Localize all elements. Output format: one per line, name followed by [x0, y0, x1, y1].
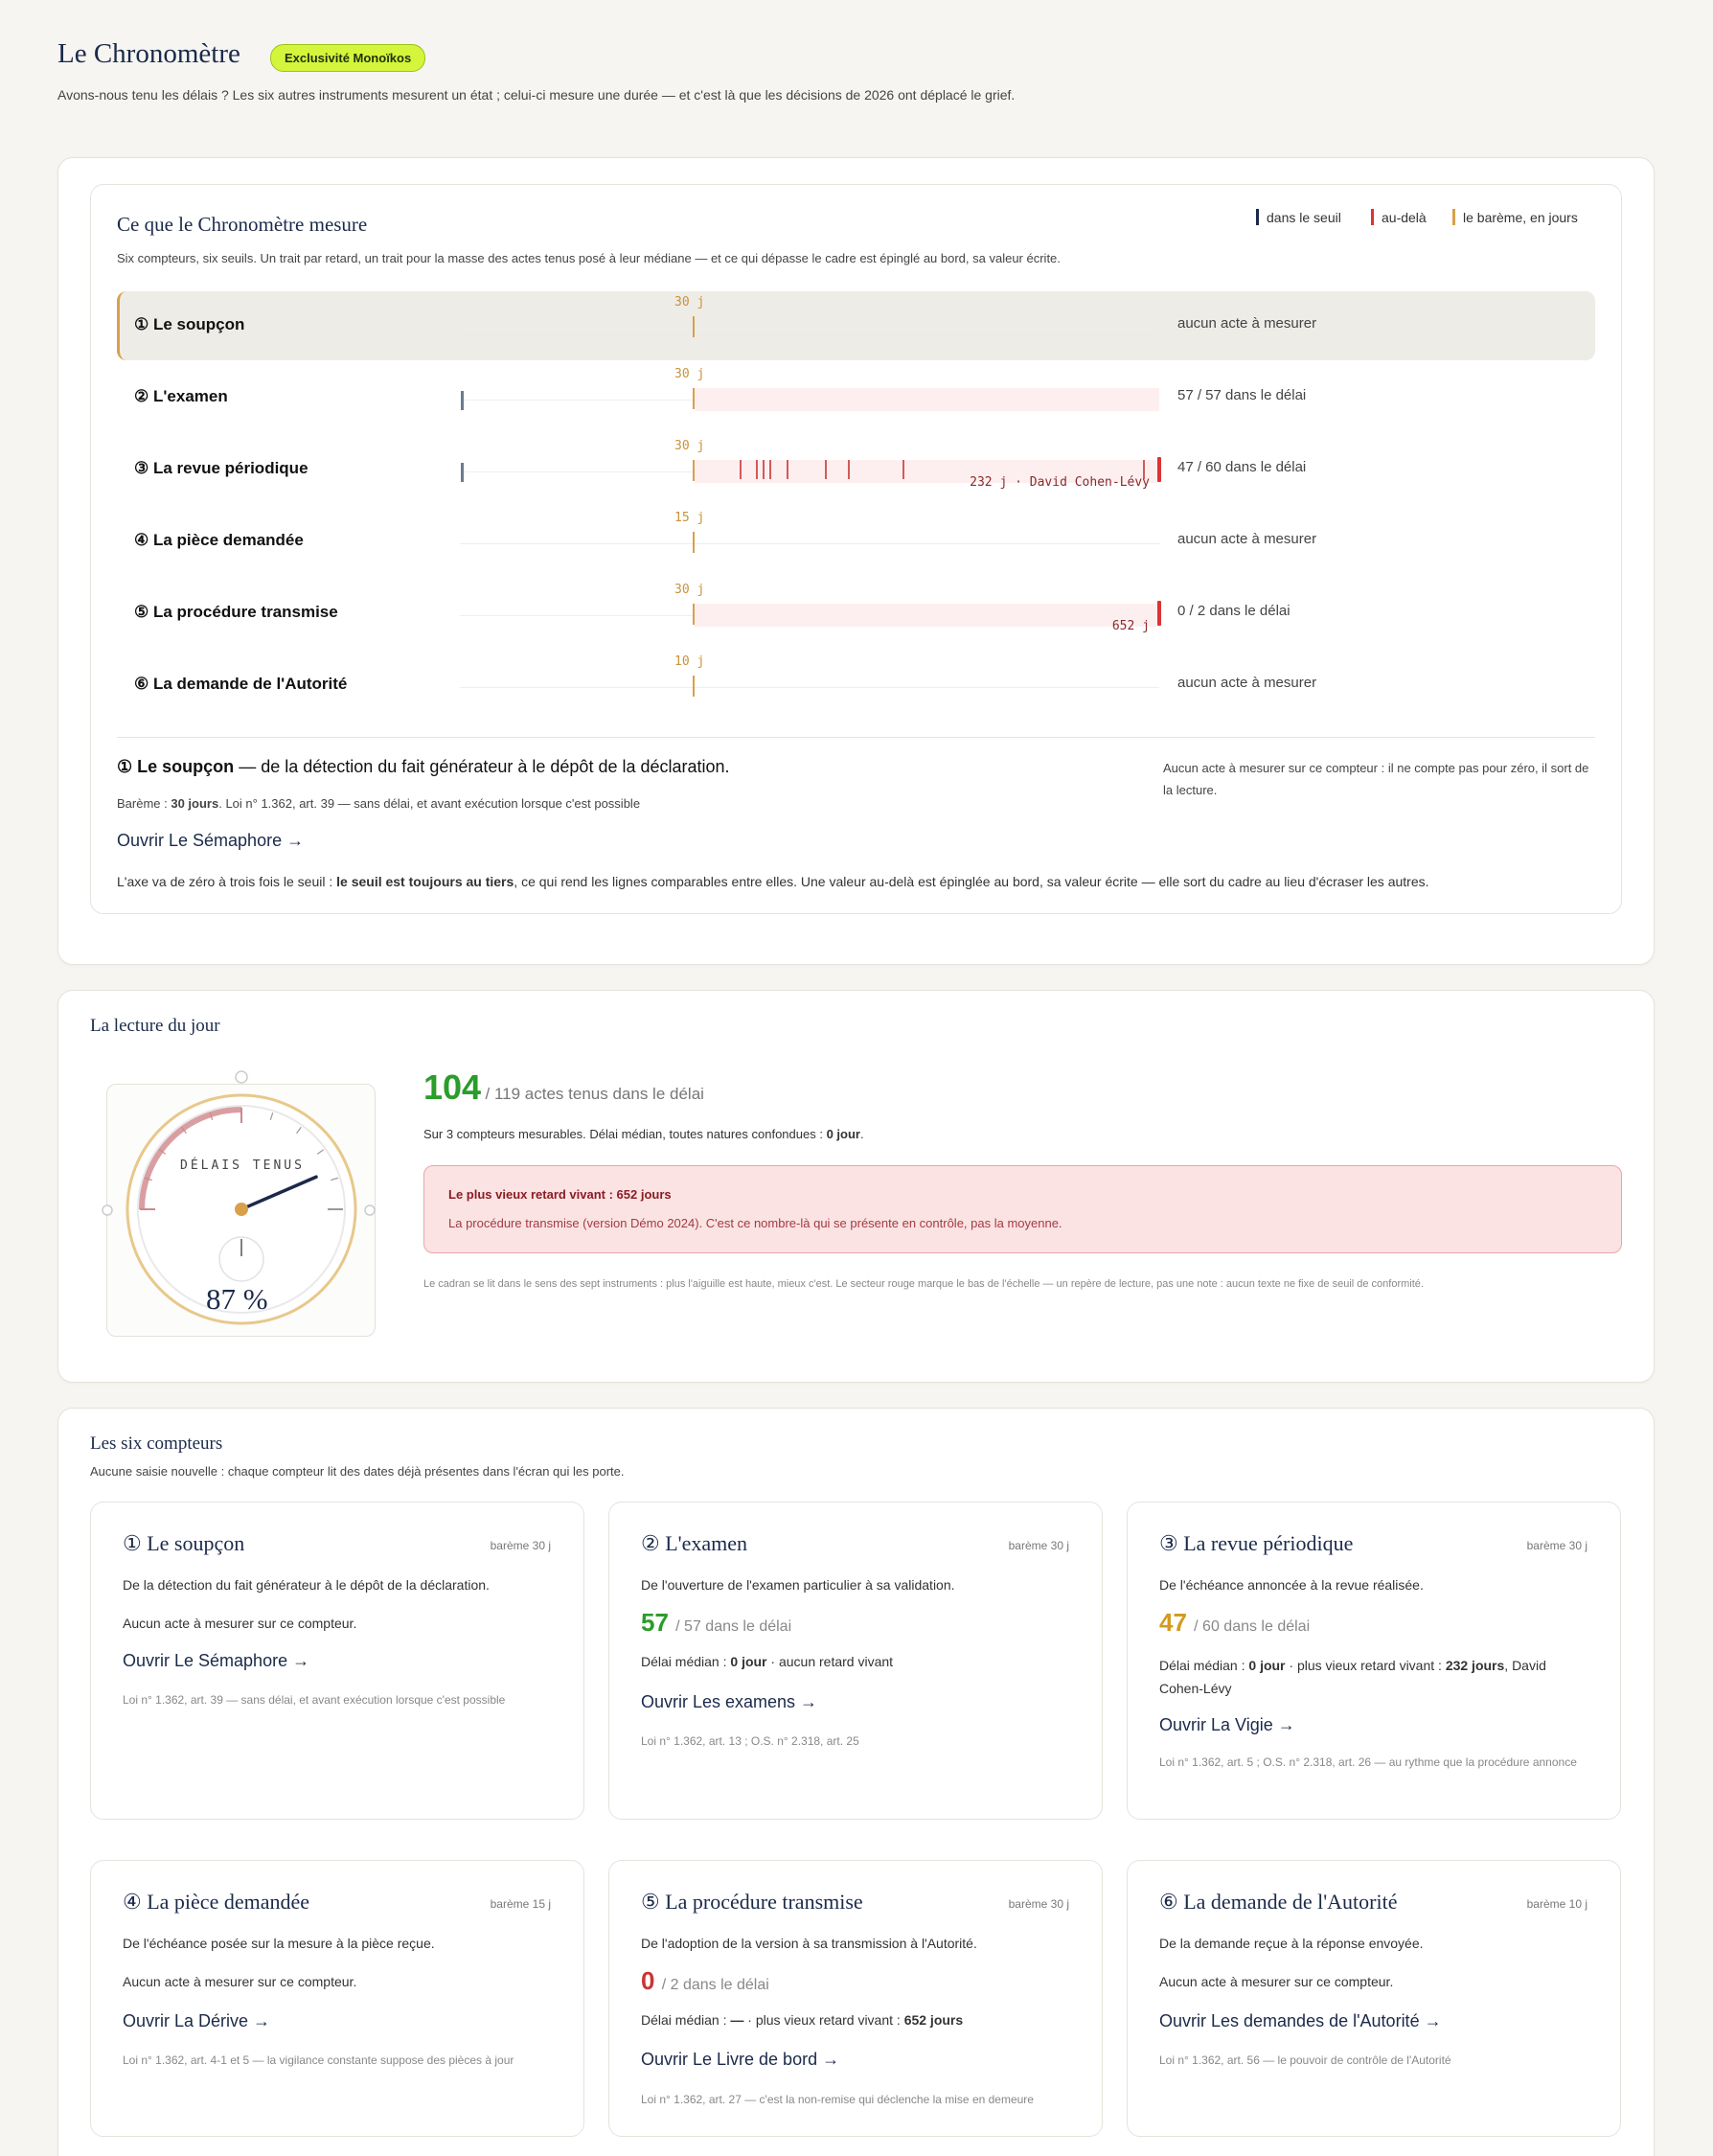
counter-card-soupcon [90, 1502, 584, 1820]
open-semaphore-link[interactable]: Ouvrir Le Sémaphore → [123, 1651, 310, 1670]
oldest-delay-alert [423, 1165, 1622, 1253]
row-threshold-marker [693, 676, 695, 697]
counter-card-examen [608, 1502, 1103, 1820]
row-label: ② L'examen [134, 387, 228, 405]
counter-bareme: barème 30 j [1008, 1539, 1069, 1552]
row-late-tick [825, 460, 827, 479]
alert-text: La procédure transmise (version Démo 2024). C'est ce nombre-là qui se présente en contrôle, pas la moyenne. [448, 1216, 1062, 1230]
row-threshold-marker [693, 388, 695, 409]
row-status: 0 / 2 dans le délai [1177, 603, 1290, 619]
row-late-tick [763, 460, 765, 479]
row-late-tick [756, 460, 758, 479]
axis-footnote: L'axe va de zéro à trois fois le seuil : le seuil est toujours au tiers, ce qui rend les lignes comparables entre elles. Une valeur au-delà est épinglée au bord, sa valeur écrite — elle sort du cadre au lieu d'écraser les autres. [117, 874, 1429, 889]
reading-summary: Sur 3 compteurs mesurables. Délai médian, toutes natures confondues : 0 jour. [423, 1127, 864, 1141]
counter-desc: De l'ouverture de l'examen particulier à sa validation. [641, 1577, 955, 1593]
counter-law: Loi n° 1.362, art. 13 ; O.S. n° 2.318, art. 25 [641, 1734, 859, 1748]
counter-bareme: barème 30 j [1008, 1897, 1069, 1911]
row-threshold-label: 30 j [674, 295, 705, 310]
counter-desc: De la détection du fait générateur à le dépôt de la déclaration. [123, 1577, 490, 1593]
row-threshold-label: 30 j [674, 367, 705, 381]
page-title: Le Chronomètre [57, 38, 240, 69]
legend-beyond: au-delà [1371, 209, 1427, 225]
row-status: aucun acte à mesurer [1177, 531, 1317, 547]
row-threshold-label: 10 j [674, 654, 705, 669]
dial-percent: 87 % [206, 1282, 268, 1316]
counter-card-piece [90, 1860, 584, 2137]
detail-bareme: Barème : 30 jours. Loi n° 1.362, art. 39 — sans délai, et avant exécution lorsque c'est possible [117, 796, 641, 811]
counter-desc: De l'échéance annoncée à la revue réalisée. [1159, 1577, 1424, 1593]
row-late-tick [848, 460, 850, 479]
counters-title: Les six compteurs [90, 1434, 223, 1454]
measure-subtitle: Six compteurs, six seuils. Un trait par retard, un trait pour la masse des actes tenus posé à leur médiane — et ce qui dépasse le cadre est épinglé au bord, sa valeur écrite. [117, 251, 1061, 265]
counter-median: Délai médian : 0 jour · aucun retard vivant [641, 1654, 894, 1669]
row-status: aucun acte à mesurer [1177, 675, 1317, 691]
row-label: ③ La revue périodique [134, 459, 308, 477]
row-median-tick [461, 391, 464, 410]
exclusive-badge: Exclusivité Monoïkos [270, 44, 425, 72]
counter-law: Loi n° 1.362, art. 27 — c'est la non-remise qui déclenche la mise en demeure [641, 2093, 1034, 2106]
open-derive-link[interactable]: Ouvrir La Dérive → [123, 2011, 271, 2030]
row-threshold-marker [693, 604, 695, 625]
row-label: ⑤ La procédure transmise [134, 603, 338, 621]
row-late-tick [902, 460, 904, 479]
row-overflow-zone [695, 604, 1159, 627]
counter-empty: Aucun acte à mesurer sur ce compteur. [123, 1616, 357, 1631]
counters-subtitle: Aucune saisie nouvelle : chaque compteur lit des dates déjà présentes dans l'écran qui les porte. [90, 1464, 625, 1479]
counter-title: ① Le soupçon [123, 1531, 245, 1555]
row-threshold-label: 15 j [674, 511, 705, 525]
row-pinned-marker [1157, 457, 1161, 482]
counter-bareme: barème 10 j [1526, 1897, 1587, 1911]
alert-title: Le plus vieux retard vivant : 652 jours [448, 1187, 672, 1202]
row-late-tick [787, 460, 788, 479]
counter-title: ④ La pièce demandée [123, 1890, 310, 1914]
row-pinned-label: 232 j · David Cohen-Lévy [970, 475, 1150, 490]
counter-desc: De la demande reçue à la réponse envoyée. [1159, 1936, 1424, 1951]
row-threshold-label: 30 j [674, 439, 705, 453]
counter-bareme: barème 15 j [490, 1897, 551, 1911]
counter-card-revue [1127, 1502, 1621, 1820]
counter-bareme: barème 30 j [1526, 1539, 1587, 1552]
counter-median: Délai médian : — · plus vieux retard vivant : 652 jours [641, 2012, 964, 2028]
counter-title: ⑥ La demande de l'Autorité [1159, 1890, 1398, 1914]
counter-median: Délai médian : 0 jour · plus vieux retard vivant : 232 jours, David Cohen-Lévy [1159, 1658, 1546, 1696]
counter-card-procedure [608, 1860, 1103, 2137]
counter-bareme: barème 30 j [490, 1539, 551, 1552]
row-late-tick [769, 460, 771, 479]
row-median-tick [461, 463, 464, 482]
row-threshold-label: 30 j [674, 583, 705, 597]
row-late-tick [740, 460, 742, 479]
detail-note: Aucun acte à mesurer sur ce compteur : il ne compte pas pour zéro, il sort de la lecture. [1163, 761, 1589, 797]
open-examens-link[interactable]: Ouvrir Les examens → [641, 1692, 818, 1711]
row-soupcon-highlight[interactable] [117, 291, 1595, 360]
counter-number: 0 / 2 dans le délai [641, 1966, 769, 1995]
row-threshold-marker [693, 532, 695, 553]
row-status: aucun acte à mesurer [1177, 315, 1317, 332]
counter-empty: Aucun acte à mesurer sur ce compteur. [123, 1974, 357, 1989]
counter-title: ② L'examen [641, 1531, 748, 1555]
counter-law: Loi n° 1.362, art. 56 — le pouvoir de contrôle de l'Autorité [1159, 2053, 1451, 2067]
counter-law: Loi n° 1.362, art. 5 ; O.S. n° 2.318, art. 26 — au rythme que la procédure annonce [1159, 1755, 1577, 1769]
divider [117, 737, 1595, 738]
counter-title: ⑤ La procédure transmise [641, 1890, 863, 1914]
open-demandes-autorite-link[interactable]: Ouvrir Les demandes de l'Autorité → [1159, 2011, 1442, 2030]
counter-number: 47 / 60 dans le délai [1159, 1608, 1311, 1637]
reading-note: Le cadran se lit dans le sens des sept instruments : plus l'aiguille est haute, mieux c'est. Le secteur rouge marque le bas de l'échelle — un repère de lecture, pas une note : aucun texte ne fixe de seuil de conformité. [423, 1278, 1424, 1290]
row-status: 47 / 60 dans le délai [1177, 459, 1307, 475]
row-axis [460, 687, 1159, 688]
row-label: ④ La pièce demandée [134, 531, 304, 549]
legend-within: dans le seuil [1256, 209, 1341, 225]
page-subtitle: Avons-nous tenu les délais ? Les six autres instruments mesurent un état ; celui-ci mesure une durée — et c'est là que les décisions de 2026 ont déplacé le grief. [57, 87, 1016, 103]
row-overflow-zone [695, 388, 1159, 411]
open-vigie-link[interactable]: Ouvrir La Vigie → [1159, 1715, 1295, 1734]
open-semaphore-link[interactable]: Ouvrir Le Sémaphore → [117, 831, 305, 850]
row-threshold-marker [693, 316, 695, 337]
counter-law: Loi n° 1.362, art. 4-1 et 5 — la vigilance constante suppose des pièces à jour [123, 2053, 514, 2067]
counter-desc: De l'adoption de la version à sa transmission à l'Autorité. [641, 1936, 977, 1951]
reading-big-number: 104 / 119 actes tenus dans le délai [423, 1067, 704, 1107]
counter-card-autorite [1127, 1860, 1621, 2137]
row-axis [460, 328, 1159, 329]
row-axis [460, 543, 1159, 544]
counter-desc: De l'échéance posée sur la mesure à la pièce reçue. [123, 1936, 435, 1951]
counter-empty: Aucun acte à mesurer sur ce compteur. [1159, 1974, 1394, 1989]
row-status: 57 / 57 dans le délai [1177, 387, 1307, 403]
counter-number: 57 / 57 dans le délai [641, 1608, 792, 1637]
row-pinned-marker [1157, 601, 1161, 626]
measure-title: Ce que le Chronomètre mesure [117, 213, 368, 236]
legend-scale: le barème, en jours [1452, 209, 1578, 225]
reading-title: La lecture du jour [90, 1016, 220, 1036]
dial-label: DÉLAIS TENUS [180, 1158, 305, 1173]
row-label: ① Le soupçon [134, 315, 245, 333]
counter-title: ③ La revue périodique [1159, 1531, 1354, 1555]
row-label: ⑥ La demande de l'Autorité [134, 675, 348, 693]
open-livre-de-bord-link[interactable]: Ouvrir Le Livre de bord → [641, 2050, 840, 2069]
row-pinned-label: 652 j [1111, 619, 1150, 633]
row-threshold-marker [693, 460, 695, 481]
detail-heading: ① Le soupçon — de la détection du fait générateur à le dépôt de la déclaration. [117, 757, 730, 776]
counter-law: Loi n° 1.362, art. 39 — sans délai, et avant exécution lorsque c'est possible [123, 1693, 506, 1707]
